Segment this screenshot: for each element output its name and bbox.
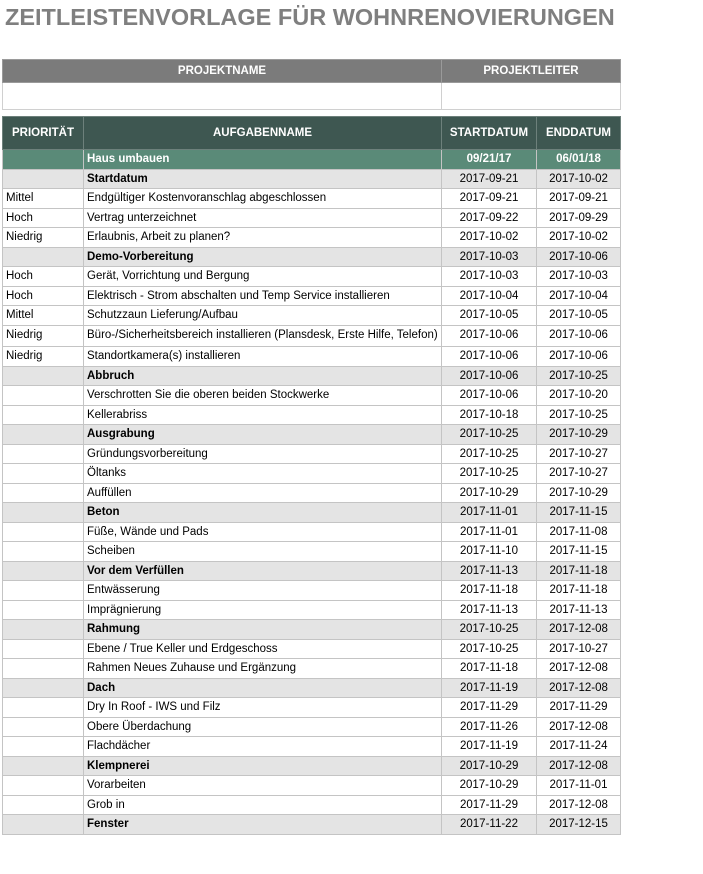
phase-row[interactable]	[3, 366, 621, 386]
phase-row[interactable]	[3, 561, 621, 581]
task-row[interactable]	[3, 737, 621, 757]
start-date-cell[interactable]: 2017-11-19	[442, 678, 537, 698]
task-row[interactable]	[3, 522, 621, 542]
task-row[interactable]	[3, 228, 621, 248]
task-name-cell[interactable]: Scheiben	[84, 542, 442, 562]
priority-cell[interactable]	[3, 678, 84, 698]
end-date-cell[interactable]: 2017-10-02	[537, 228, 621, 248]
task-name-cell[interactable]: Startdatum	[84, 169, 442, 189]
end-date-cell[interactable]: 2017-12-08	[537, 678, 621, 698]
project-info-table	[2, 59, 621, 110]
project-lead-input[interactable]	[442, 83, 621, 110]
page-title: ZEITLEISTENVORLAGE FÜR WOHNRENOVIERUNGEN	[5, 4, 615, 30]
priority-cell[interactable]	[3, 542, 84, 562]
start-date-cell[interactable]: 2017-11-29	[442, 698, 537, 718]
start-date-cell[interactable]: 2017-11-01	[442, 503, 537, 523]
task-row[interactable]	[3, 464, 621, 484]
end-date-cell[interactable]: 2017-10-20	[537, 386, 621, 406]
priority-cell[interactable]	[3, 639, 84, 659]
start-date-cell[interactable]: 2017-10-02	[442, 228, 537, 248]
end-date-cell[interactable]: 2017-10-06	[537, 247, 621, 267]
phase-row[interactable]	[3, 756, 621, 776]
start-date-cell[interactable]: 2017-11-13	[442, 600, 537, 620]
start-date-cell[interactable]: 2017-10-29	[442, 483, 537, 503]
task-row[interactable]	[3, 286, 621, 306]
priority-cell[interactable]	[3, 483, 84, 503]
project-summary-row[interactable]	[3, 150, 621, 170]
priority-cell[interactable]: Mittel	[3, 306, 84, 326]
end-date-cell[interactable]: 2017-10-29	[537, 425, 621, 445]
task-row[interactable]	[3, 189, 621, 209]
start-column-header: STARTDATUM	[442, 117, 537, 150]
priority-cell[interactable]	[3, 717, 84, 737]
task-name-cell[interactable]: Gerät, Vorrichtung und Bergung	[84, 267, 442, 287]
start-date-cell[interactable]: 2017-10-29	[442, 756, 537, 776]
end-date-cell[interactable]: 2017-12-08	[537, 795, 621, 815]
end-date-cell[interactable]: 2017-10-27	[537, 464, 621, 484]
task-name-cell[interactable]: Auffüllen	[84, 483, 442, 503]
priority-cell[interactable]	[3, 776, 84, 796]
priority-cell[interactable]	[3, 386, 84, 406]
end-date-cell[interactable]: 2017-10-25	[537, 405, 621, 425]
task-name-cell[interactable]: Füße, Wände und Pads	[84, 522, 442, 542]
priority-cell[interactable]	[3, 247, 84, 267]
end-date-cell[interactable]: 2017-10-06	[537, 325, 621, 347]
task-name-cell[interactable]: Standortkamera(s) installieren	[84, 347, 442, 367]
start-date-cell[interactable]: 2017-10-25	[442, 425, 537, 445]
phase-row[interactable]	[3, 169, 621, 189]
task-row[interactable]	[3, 717, 621, 737]
task-row[interactable]	[3, 306, 621, 326]
task-name-cell[interactable]: Vertrag unterzeichnet	[84, 208, 442, 228]
task-name-cell[interactable]: Obere Überdachung	[84, 717, 442, 737]
phase-row[interactable]	[3, 503, 621, 523]
project-end-cell[interactable]: 06/01/18	[537, 150, 621, 170]
start-date-cell[interactable]: 2017-10-05	[442, 306, 537, 326]
task-row[interactable]	[3, 600, 621, 620]
start-date-cell[interactable]: 2017-11-26	[442, 717, 537, 737]
start-date-cell[interactable]: 2017-11-13	[442, 561, 537, 581]
project-name-cell[interactable]: Haus umbauen	[84, 150, 442, 170]
phase-row[interactable]	[3, 678, 621, 698]
task-name-cell[interactable]: Öltanks	[84, 464, 442, 484]
project-name-header: PROJEKTNAME	[3, 60, 442, 83]
end-date-cell[interactable]: 2017-12-15	[537, 815, 621, 835]
phase-row[interactable]	[3, 815, 621, 835]
task-name-cell[interactable]: Dach	[84, 678, 442, 698]
end-date-cell[interactable]: 2017-10-03	[537, 267, 621, 287]
priority-cell[interactable]: Hoch	[3, 286, 84, 306]
start-date-cell[interactable]: 2017-10-06	[442, 325, 537, 347]
end-date-cell[interactable]: 2017-10-27	[537, 444, 621, 464]
end-column-header: ENDDATUM	[537, 117, 621, 150]
timeline-table	[2, 116, 621, 835]
priority-cell[interactable]	[3, 737, 84, 757]
end-date-cell[interactable]: 2017-11-13	[537, 600, 621, 620]
start-date-cell[interactable]: 2017-10-25	[442, 444, 537, 464]
priority-cell[interactable]	[3, 698, 84, 718]
end-date-cell[interactable]: 2017-11-29	[537, 698, 621, 718]
start-date-cell[interactable]: 2017-10-04	[442, 286, 537, 306]
priority-cell[interactable]	[3, 522, 84, 542]
phase-row[interactable]	[3, 620, 621, 640]
task-name-cell[interactable]: Imprägnierung	[84, 600, 442, 620]
start-date-cell[interactable]: 2017-10-25	[442, 620, 537, 640]
task-name-cell[interactable]: Flachdächer	[84, 737, 442, 757]
start-date-cell[interactable]: 2017-10-03	[442, 267, 537, 287]
priority-cell[interactable]	[3, 503, 84, 523]
start-date-cell[interactable]: 2017-10-06	[442, 366, 537, 386]
end-date-cell[interactable]: 2017-11-24	[537, 737, 621, 757]
task-name-cell[interactable]: Gründungsvorbereitung	[84, 444, 442, 464]
task-name-cell[interactable]: Rahmen Neues Zuhause und Ergänzung	[84, 659, 442, 679]
priority-cell[interactable]: Mittel	[3, 189, 84, 209]
priority-cell[interactable]	[3, 620, 84, 640]
priority-cell[interactable]	[3, 405, 84, 425]
task-name-cell[interactable]: Dry In Roof - IWS und Filz	[84, 698, 442, 718]
end-date-cell[interactable]: 2017-10-25	[537, 366, 621, 386]
end-date-cell[interactable]: 2017-10-27	[537, 639, 621, 659]
end-date-cell[interactable]: 2017-10-05	[537, 306, 621, 326]
priority-cell[interactable]	[3, 366, 84, 386]
task-row[interactable]	[3, 483, 621, 503]
task-name-cell[interactable]: Kellerabriss	[84, 405, 442, 425]
start-date-cell[interactable]: 2017-11-10	[442, 542, 537, 562]
start-date-cell[interactable]: 2017-09-22	[442, 208, 537, 228]
task-name-cell[interactable]: Büro-/Sicherheitsbereich installieren (Plansdesk, Erste Hilfe, Telefon)	[84, 325, 442, 347]
task-name-cell[interactable]: Ausgrabung	[84, 425, 442, 445]
start-date-cell[interactable]: 2017-10-06	[442, 386, 537, 406]
task-name-cell[interactable]: Demo-Vorbereitung	[84, 247, 442, 267]
start-date-cell[interactable]: 2017-10-03	[442, 247, 537, 267]
task-name-cell[interactable]: Schutzzaun Lieferung/Aufbau	[84, 306, 442, 326]
end-date-cell[interactable]: 2017-12-08	[537, 659, 621, 679]
end-date-cell[interactable]: 2017-11-15	[537, 542, 621, 562]
task-row[interactable]	[3, 267, 621, 287]
task-row[interactable]	[3, 347, 621, 367]
end-date-cell[interactable]: 2017-12-08	[537, 620, 621, 640]
task-name-cell[interactable]: Entwässerung	[84, 581, 442, 601]
project-name-input[interactable]	[3, 83, 442, 110]
task-column-header: AUFGABENNAME	[84, 117, 442, 150]
priority-cell[interactable]	[3, 425, 84, 445]
start-date-cell[interactable]: 2017-09-21	[442, 169, 537, 189]
task-name-cell[interactable]: Ebene / True Keller und Erdgeschoss	[84, 639, 442, 659]
priority-cell[interactable]: Hoch	[3, 208, 84, 228]
start-date-cell[interactable]: 2017-11-01	[442, 522, 537, 542]
end-date-cell[interactable]: 2017-09-29	[537, 208, 621, 228]
project-priority-cell[interactable]	[3, 150, 84, 170]
end-date-cell[interactable]: 2017-11-01	[537, 776, 621, 796]
start-date-cell[interactable]: 2017-10-29	[442, 776, 537, 796]
priority-cell[interactable]: Niedrig	[3, 347, 84, 367]
priority-cell[interactable]	[3, 795, 84, 815]
task-name-cell[interactable]: Grob in	[84, 795, 442, 815]
start-date-cell[interactable]: 2017-09-21	[442, 189, 537, 209]
priority-cell[interactable]: Hoch	[3, 267, 84, 287]
start-date-cell[interactable]: 2017-11-18	[442, 581, 537, 601]
end-date-cell[interactable]: 2017-12-08	[537, 756, 621, 776]
priority-cell[interactable]	[3, 756, 84, 776]
end-date-cell[interactable]: 2017-11-18	[537, 581, 621, 601]
priority-cell[interactable]	[3, 659, 84, 679]
task-row[interactable]	[3, 208, 621, 228]
start-date-cell[interactable]: 2017-11-22	[442, 815, 537, 835]
priority-cell[interactable]	[3, 561, 84, 581]
task-name-cell[interactable]: Abbruch	[84, 366, 442, 386]
start-date-cell[interactable]: 2017-11-29	[442, 795, 537, 815]
end-date-cell[interactable]: 2017-11-18	[537, 561, 621, 581]
task-row[interactable]	[3, 386, 621, 406]
task-row[interactable]	[3, 542, 621, 562]
end-date-cell[interactable]: 2017-11-08	[537, 522, 621, 542]
end-date-cell[interactable]: 2017-10-29	[537, 483, 621, 503]
end-date-cell[interactable]: 2017-10-04	[537, 286, 621, 306]
priority-cell[interactable]	[3, 815, 84, 835]
end-date-cell[interactable]: 2017-10-06	[537, 347, 621, 367]
start-date-cell[interactable]: 2017-10-18	[442, 405, 537, 425]
task-name-cell[interactable]: Elektrisch - Strom abschalten und Temp Service installieren	[84, 286, 442, 306]
task-name-cell[interactable]: Beton	[84, 503, 442, 523]
priority-cell[interactable]	[3, 581, 84, 601]
task-row[interactable]	[3, 698, 621, 718]
task-row[interactable]	[3, 325, 621, 347]
priority-cell[interactable]	[3, 464, 84, 484]
task-name-cell[interactable]: Erlaubnis, Arbeit zu planen?	[84, 228, 442, 248]
priority-cell[interactable]: Niedrig	[3, 325, 84, 347]
task-row[interactable]	[3, 444, 621, 464]
priority-cell[interactable]	[3, 169, 84, 189]
task-name-cell[interactable]: Verschrotten Sie die oberen beiden Stockwerke	[84, 386, 442, 406]
task-row[interactable]	[3, 776, 621, 796]
task-row[interactable]	[3, 639, 621, 659]
end-date-cell[interactable]: 2017-11-15	[537, 503, 621, 523]
task-name-cell[interactable]: Vor dem Verfüllen	[84, 561, 442, 581]
task-row[interactable]	[3, 795, 621, 815]
start-date-cell[interactable]: 2017-11-19	[442, 737, 537, 757]
priority-cell[interactable]	[3, 444, 84, 464]
end-date-cell[interactable]: 2017-12-08	[537, 717, 621, 737]
end-date-cell[interactable]: 2017-09-21	[537, 189, 621, 209]
project-start-cell[interactable]: 09/21/17	[442, 150, 537, 170]
phase-row[interactable]	[3, 425, 621, 445]
task-name-cell[interactable]: Endgültiger Kostenvoranschlag abgeschlossen	[84, 189, 442, 209]
task-row[interactable]	[3, 581, 621, 601]
task-row[interactable]	[3, 405, 621, 425]
task-name-cell[interactable]: Rahmung	[84, 620, 442, 640]
priority-cell[interactable]: Niedrig	[3, 228, 84, 248]
start-date-cell[interactable]: 2017-10-25	[442, 464, 537, 484]
end-date-cell[interactable]: 2017-10-02	[537, 169, 621, 189]
priority-cell[interactable]	[3, 600, 84, 620]
task-name-cell[interactable]: Fenster	[84, 815, 442, 835]
start-date-cell[interactable]: 2017-10-06	[442, 347, 537, 367]
task-name-cell[interactable]: Vorarbeiten	[84, 776, 442, 796]
start-date-cell[interactable]: 2017-11-18	[442, 659, 537, 679]
phase-row[interactable]	[3, 247, 621, 267]
task-name-cell[interactable]: Klempnerei	[84, 756, 442, 776]
start-date-cell[interactable]: 2017-10-25	[442, 639, 537, 659]
task-row[interactable]	[3, 659, 621, 679]
priority-column-header: PRIORITÄT	[3, 117, 84, 150]
project-lead-header: PROJEKTLEITER	[442, 60, 621, 83]
